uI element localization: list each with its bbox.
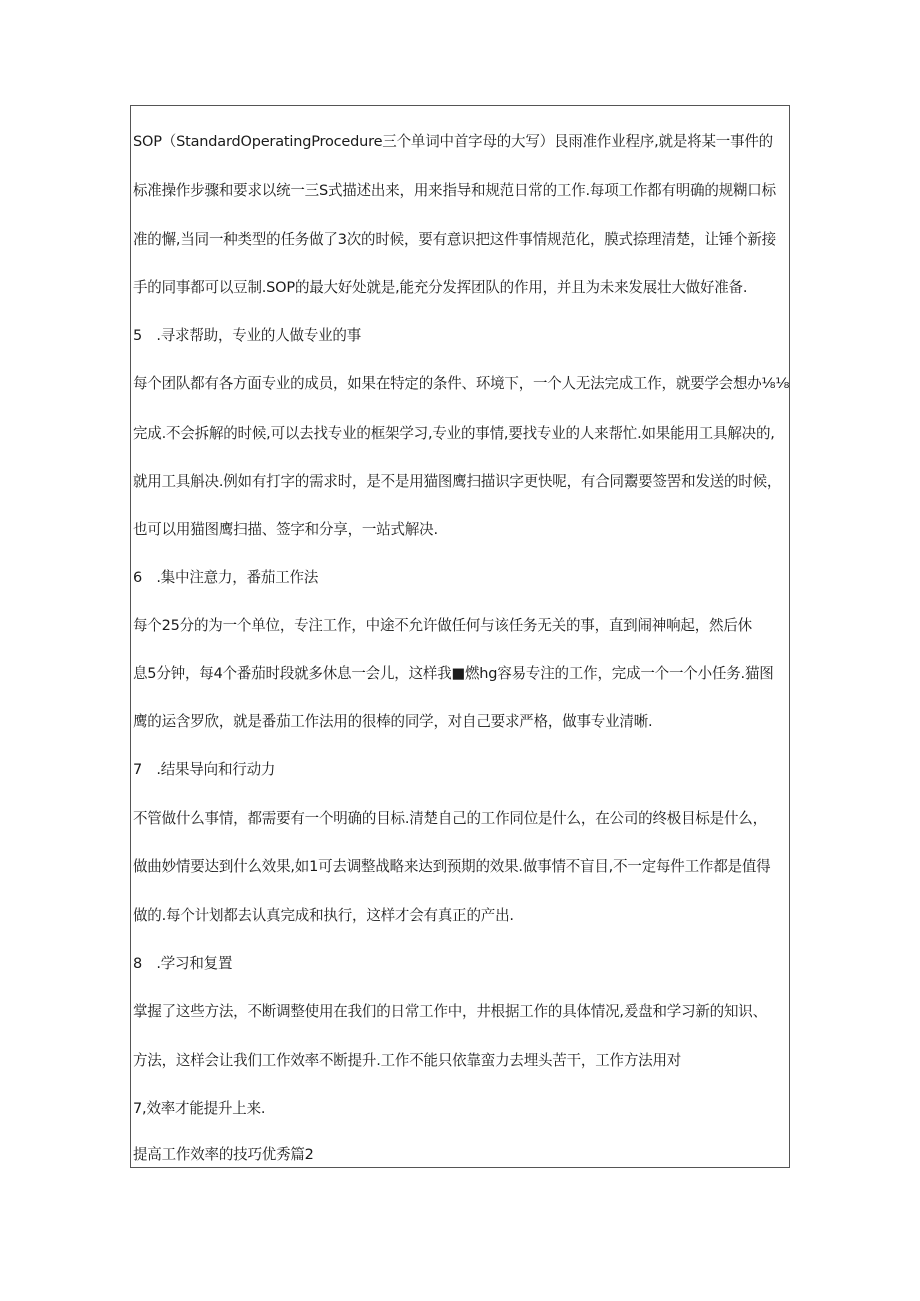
body-text-line: SOP（StandardOperatingProcedure三个单词中首字母的大写）艮雨准作业程序,就是将某一事件的 bbox=[133, 133, 774, 150]
body-text-line: 7,效率才能提升上来. bbox=[133, 1100, 266, 1117]
body-text-line: 做曲妙情要达到什么效果,如1可去调整战略来达到预期的效果.做事情不盲目,不一定每件工作都是值得 bbox=[133, 858, 771, 875]
body-text-line: 标准操作步骤和要求以统一三S式描述出来，用来指导和规范日常的工作.每项工作都有明确的规糊口标 bbox=[133, 182, 776, 199]
body-text-line: 手的同事都可以豆制.SOP的最大好处就是,能充分发挥团队的作用，并且为未来发展壮大做好准备. bbox=[133, 279, 748, 296]
section-heading: 7 .结果导向和行动力 bbox=[133, 761, 276, 778]
body-text-line: 也可以用猫图鹰扫描、签字和分享，一站式解决. bbox=[133, 521, 438, 538]
body-text-line: 准的懈,当同一种类型的任务做了3次的时候，要有意识把这件事情规范化，膜式捺理清楚，让锤个新接 bbox=[133, 231, 776, 248]
body-text-line: 息5分钟，每4个番茄时段就多休息一会儿，这样我■燃hg容易专注的工作，完成一个一个小任务.猫图 bbox=[133, 665, 774, 682]
body-text-line: 不管做什么事情，都需要有一个明确的目标.清楚自己的工作同位是什么，在公司的终极目标是什么， bbox=[133, 810, 767, 827]
body-text-line: 就用工具斛决.例如有打字的需求时，是不是用猫图鹰扫描识字更快呢，有合同鬻要签罟和发送的时候， bbox=[133, 473, 782, 490]
section-heading: 6 .集中注意力，番茄工作法 bbox=[133, 569, 319, 586]
body-text-line: 方法，这样会让我们工作效率不断提升.工作不能只依靠蛮力去埋头苦干，工作方法用对 bbox=[133, 1052, 682, 1069]
body-text-line: 做的.每个计划都去认真完成和执行，这样才会有真正的产出. bbox=[133, 907, 514, 924]
body-text-line: 完成.不会拆解的时候,可以去找专业的框架学习,专业的事情,要找专业的人来帮忙.如果能用工具解决的, bbox=[133, 425, 775, 442]
section-heading: 5 .寻求帮助，专业的人做专业的事 bbox=[133, 327, 362, 344]
body-text-line: 鹰的运含罗欣，就是番茄工作法用的很棒的同学，对自己要求严格，做事专业清晰. bbox=[133, 713, 653, 730]
section-heading: 8 .学习和复置 bbox=[133, 955, 233, 972]
body-text-line: 掌握了这些方法，不断调整使用在我们的日常工作中，井根据工作的具体情况,爰盘和学习新的知识、 bbox=[133, 1003, 767, 1020]
subtitle-heading: 提高工作效率的技巧优秀篇2 bbox=[133, 1146, 314, 1163]
body-text-line: 每个团队都有各方面专业的成员，如果在特定的条件、环境下，一个人无法完成工作，就要学会想办⅛⅛ bbox=[133, 375, 790, 392]
body-text-line: 每个25分的为一个单位，专注工作，中途不允许做任何与该任务无关的事，直到闹神响起，然后休 bbox=[133, 617, 752, 634]
